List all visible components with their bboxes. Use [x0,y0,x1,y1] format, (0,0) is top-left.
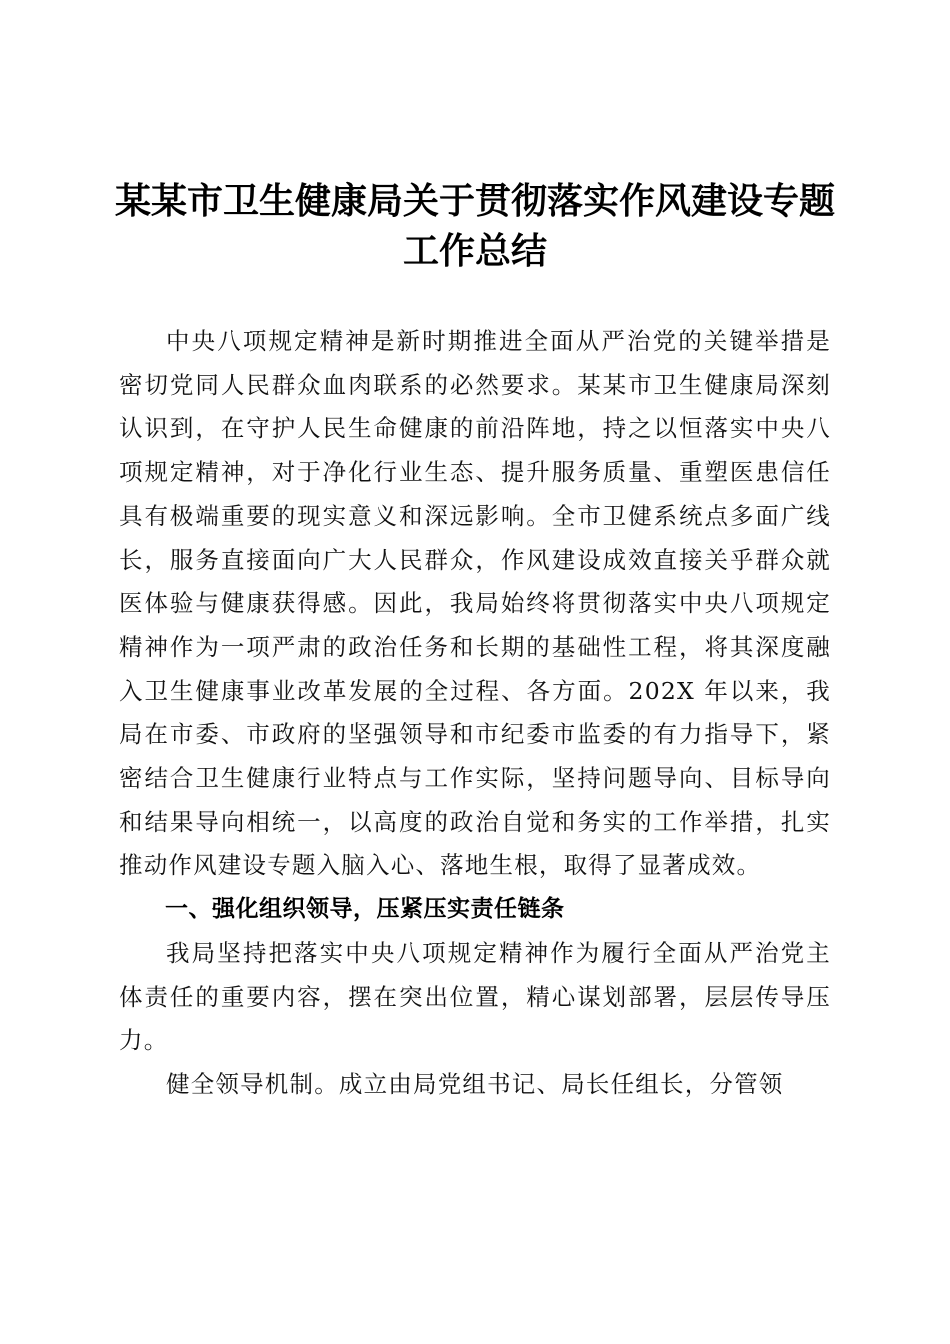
intro-paragraph: 中央八项规定精神是新时期推进全面从严治党的关键举措是密切党同人民群众血肉联系的必然要求。某某市卫生健康局深刻认识到，在守护人民生命健康的前沿阵地，持之以恒落实中央八项规定精神，对于净化行业生态、提升服务质量、重塑医患信任具有极端重要的现实意义和深远影响。全市卫健系统点多面广线长，服务直接面向广大人民群众，作风建设成效直接关乎群众就医体验与健康获得感。因此，我局始终将贯彻落实中央八项规定精神作为一项严肃的政治任务和长期的基础性工程，将其深度融入卫生健康事业改革发展的全过程、各方面。202X 年以来，我局在市委、市政府的坚强领导和市纪委市监委的有力指导下，紧密结合卫生健康行业特点与工作实际，坚持问题导向、目标导向和结果导向相统一，以高度的政治自觉和务实的工作举措，扎实推动作风建设专题入脑入心、落地生根，取得了显著成效。 [119,327,831,880]
section-heading: 一、强化组织领导，压紧压实责任链条 [165,896,565,923]
section-paragraph: 健全领导机制。成立由局党组书记、局长任组长，分管领 [166,1069,784,1098]
title-line-1: 某某市卫生健康局关于贯彻落实作风建设专题 [114,180,835,222]
title-line-2: 工作总结 [402,230,547,272]
document-title [100,176,850,276]
section-paragraph: 我局坚持把落实中央八项规定精神作为履行全面从严治党主体责任的重要内容，摆在突出位置，精心谋划部署，层层传导压力。 [119,938,831,1055]
document-body [119,320,831,1107]
